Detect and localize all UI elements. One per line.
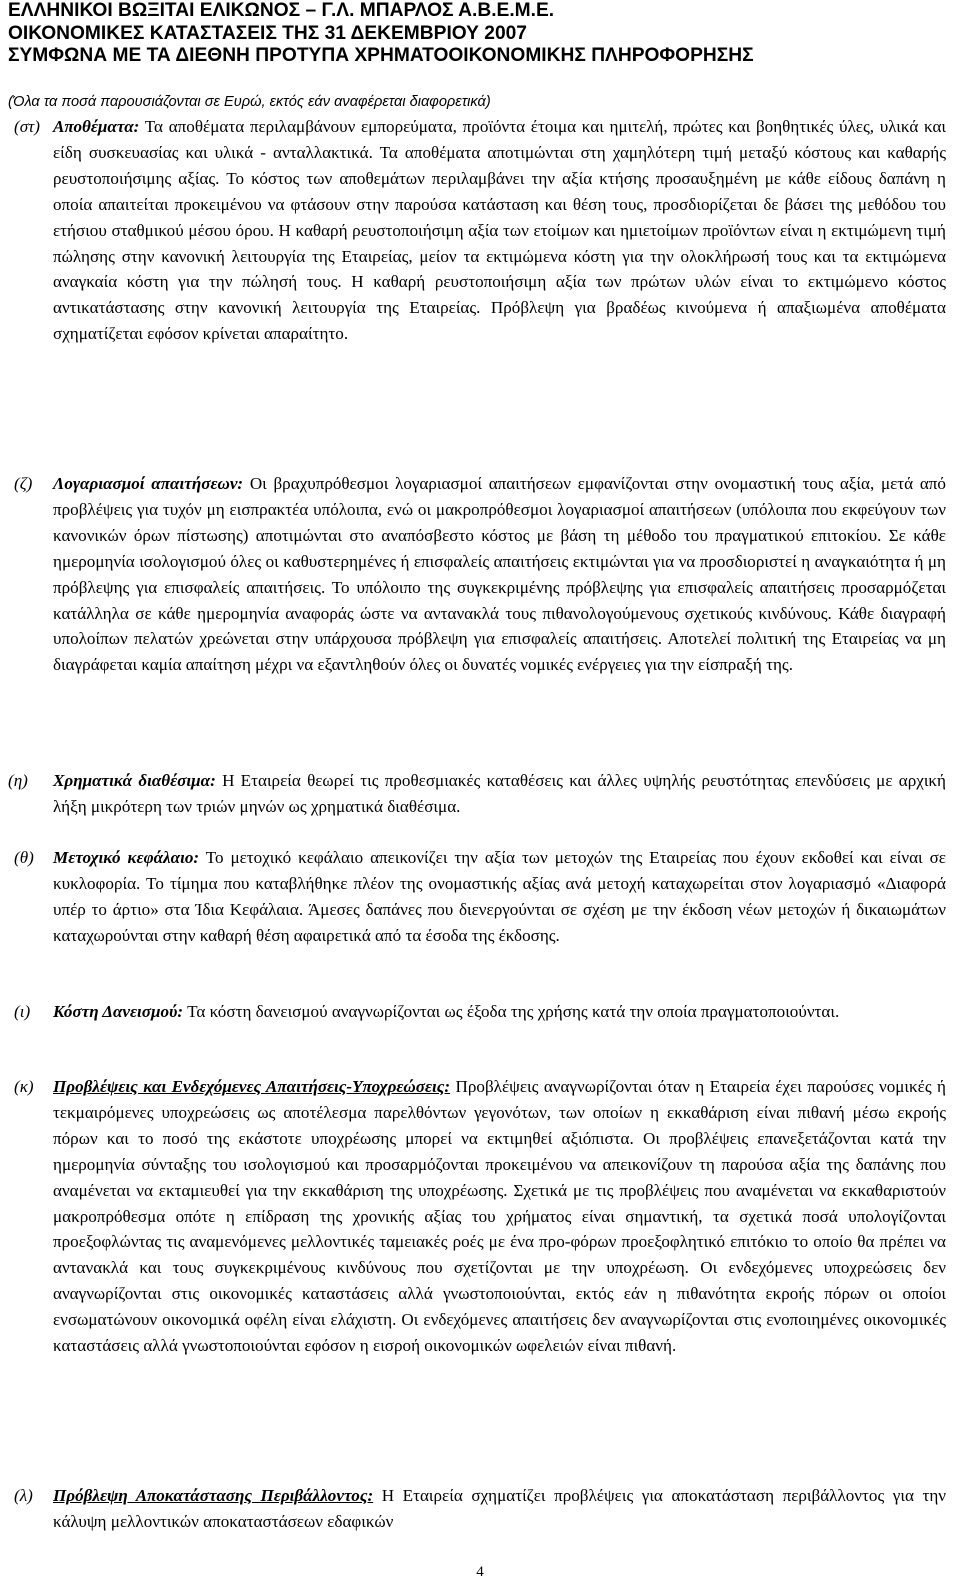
- section-heading: Μετοχικό κεφάλαιο:: [53, 848, 200, 867]
- section-heading: Κόστη Δανεισμού:: [53, 1002, 184, 1021]
- section-environment: [14, 1483, 946, 1535]
- page-number: 4: [476, 1564, 484, 1580]
- section-mark: (θ): [14, 848, 34, 867]
- section-text: Τα κόστη δανεισμού αναγνωρίζονται ως έξοδα της χρήσης κατά την οποία πραγματοποιούνται.: [187, 1002, 840, 1021]
- currency-note: (Όλα τα ποσά παρουσιάζονται σε Ευρώ, εκτός εάν αναφέρεται διαφορετικά): [8, 94, 491, 110]
- section-cash: [8, 768, 946, 820]
- section-provisions: [14, 1074, 946, 1359]
- section-text: Οι βραχυπρόθεσμοι λογαριασμοί απαιτήσεων εμφανίζονται στην ονομαστική τους αξία, μετά από προβλέψεις για τυχόν μη εισπρακτέα υπόλοιπα, ενώ οι μακροπρόθεσμοι λογαριασμοί απαιτήσεων (υπόλοιπα που εκφεύγουν των κανονικών όρων πίστωσης) αποτιμώνται στο αναπόσβεστο κόστος με βάση τη μέθοδο του πραγματικού επιτοκίου. Σε κάθε ημερομηνία ισολογισμού όλες οι καθυστερημένες ή επισφαλείς απαιτήσεις εκτιμώνται για να προσδιοριστεί η αναγκαιότητα ή μη πρόβλεψης για επισφαλείς απαιτήσεις. Το υπόλοιπο της συγκεκριμένης πρόβλεψης για επισφαλείς απαιτήσεις προσαρμόζεται κατάλληλα σε κάθε ημερομηνία αναφοράς ώστε να αντανακλά τους πιθανολογούμενους σχετικούς κινδύνους. Κάθε διαγραφή υπολοίπων πελατών χρεώνεται στην υπάρχουσα πρόβλεψη για επισφαλείς απαιτήσεις. Αποτελεί πολιτική της Εταιρείας να μη διαγράφεται καμία απαίτηση μέχρι να εξαντληθούν όλες οι δυνατές νομικές ενέργειες για την είσπραξή της.: [53, 474, 946, 675]
- section-receivables: [14, 471, 946, 678]
- header-statements-title: ΟΙΚΟΝΟΜΙΚΕΣ ΚΑΤΑΣΤΑΣΕΙΣ ΤΗΣ 31 ΔΕΚΕΜΒΡΙΟΥ 2007: [8, 22, 527, 44]
- section-borrowing-costs: [14, 999, 946, 1025]
- section-mark: (στ): [14, 117, 40, 136]
- header-standards-title: ΣΥΜΦΩΝΑ ΜΕ ΤΑ ΔΙΕΘΝΗ ΠΡΟΤΥΠΑ ΧΡΗΜΑΤΟΟΙΚΟΝΟΜΙΚΗΣ ΠΛΗΡΟΦΟΡΗΣΗΣ: [8, 45, 754, 66]
- header-company-name: ΕΛΛΗΝΙΚΟΙ ΒΩΞΙΤΑΙ ΕΛΙΚΩΝΟΣ – Γ.Λ. ΜΠΑΡΛΟΣ Α.Β.Ε.Μ.Ε.: [8, 0, 555, 21]
- section-heading: Πρόβλεψη Αποκατάστασης Περιβάλλοντος:: [53, 1486, 374, 1505]
- section-text: Τα αποθέματα περιλαμβάνουν εμπορεύματα, προϊόντα έτοιμα και ημιτελή, πρώτες και βοηθητικές ύλες, υλικά και είδη συσκευασίας και υλικά - ανταλλακτικά. Τα αποθέματα αποτιμώνται στη χαμηλότερη τιμή μεταξύ κόστους και καθαρής ρευστοποιήσιμης αξίας. Το κόστος των αποθεμάτων περιλαμβάνει την αξία κτήσης προσαυξημένη με κάθε είδους δαπάνη η οποία απαιτείται προκειμένου να φτάσουν στην παρούσα κατάσταση και θέση τους, προσδιορίζεται δε βάσει της μεθόδου του ετήσιου σταθμικού μέσου όρου. Η καθαρή ρευστοποιήσιμη αξία των ετοίμων και ημιετοίμων προϊόντων είναι η εκτιμώμενη τιμή πώλησης στην κανονική λειτουργία της Εταιρείας, μείον τα εκτιμώμενα κόστη για την ολοκλήρωσή τους και τα εκτιμώμενα αναγκαία κόστη για την πώλησή τους. Η καθαρή ρευστοποιήσιμη αξία των πρώτων υλών είναι το εκτιμώμενο κόστος αντικατάστασης στην κανονική λειτουργία της Εταιρείας. Πρόβλεψη για βραδέως κινούμενα ή απαξιωμένα αποθέματα σχηματίζεται εφόσον κρίνεται απαραίτητο.: [53, 117, 946, 344]
- section-mark: (ι): [14, 1002, 31, 1021]
- section-mark: (λ): [14, 1486, 33, 1505]
- section-text: Το μετοχικό κεφάλαιο απεικονίζει την αξία των μετοχών της Εταιρείας που έχουν εκδοθεί και είναι σε κυκλοφορία. Το τίμημα που καταβλήθηκε πλέον της ονομαστικής αξίας ανά μετοχή καταχωρείται στον λογαριασμό «Διαφορά υπέρ το άρτιο» στα Ίδια Κεφάλαια. Άμεσες δαπάνες που διενεργούνται σε σχέση με την έκδοση νέων μετοχών ή δικαιωμάτων καταχωρούνται στην καθαρή θέση αφαιρετικά από τα έσοδα της έκδοσης.: [53, 848, 946, 945]
- section-mark: (η): [8, 771, 28, 790]
- section-mark: (ζ): [14, 474, 33, 493]
- document-header: [8, 0, 953, 68]
- section-text: Η Εταιρεία θεωρεί τις προθεσμιακές καταθέσεις και άλλες υψηλής ρευστότητας επενδύσεις με αρχική λήξη μικρότερη των τριών μηνών ως χρηματικά διαθέσιμα.: [53, 771, 946, 816]
- section-heading: Προβλέψεις και Ενδεχόμενες Απαιτήσεις-Υποχρεώσεις:: [53, 1077, 451, 1096]
- section-text: Η Εταιρεία σχηματίζει προβλέψεις για αποκατάσταση περιβάλλοντος για την κάλυψη μελλοντικών αποκαταστάσεων εδαφικών: [53, 1486, 947, 1531]
- section-heading: Λογαριασμοί απαιτήσεων:: [53, 474, 244, 493]
- section-share-capital: [14, 845, 946, 949]
- section-mark: (κ): [14, 1077, 34, 1096]
- section-text: Προβλέψεις αναγνωρίζονται όταν η Εταιρεία έχει παρούσες νομικές ή τεκμαιρόμενες υποχρεώσεις ως αποτέλεσμα παρελθόντων γεγονότων, των οποίων η εκκαθάριση είναι πιθανή μέσω εκροής πόρων και το ποσό της εκάστοτε υποχρέωσης μπορεί να εκτιμηθεί αξιόπιστα. Οι προβλέψεις επανεξετάζονται κατά την ημερομηνία σύνταξης του ισολογισμού και προσαρμόζονται προκειμένου να απεικονίζουν τη παρούσα αξία της δαπάνης που αναμένεται να εκταμιευθεί για την εκκαθάριση της υποχρέωσης. Σχετικά με τις προβλέψεις που αναμένεται να εκκαθαριστούν μακροπρόθεσμα οπότε η επίδραση της χρονικής αξίας του χρήματος είναι σημαντική, τα σχετικά ποσά υπολογίζονται προεξοφλώντας τις αναμενόμενες μελλοντικές ταμειακές ροές με ένα προ-φόρων προεξοφλητικό επιτόκιο το οποίο θα πρέπει να αντανακλά και τους συγκεκριμένους κινδύνους που σχετίζονται με την υποχρέωση. Οι ενδεχόμενες υποχρεώσεις δεν αναγνωρίζονται στις οικονομικές καταστάσεις αλλά γνωστοποιούνται, εκτός εάν η πιθανότητα εκροής πόρων οι οποίοι ενσωματώνουν οικονομικά οφέλη είναι ελάχιστη. Οι ενδεχόμενες απαιτήσεις δεν αναγνωρίζονται στις ενοποιημένες οικονομικές καταστάσεις αλλά γνωστοποιούνται εφόσον η εισροή οικονομικών ωφελειών είναι πιθανή.: [53, 1077, 946, 1356]
- section-inventories: [14, 114, 946, 347]
- section-heading: Χρηματικά διαθέσιμα:: [53, 771, 216, 790]
- section-heading: Αποθέματα:: [53, 117, 140, 136]
